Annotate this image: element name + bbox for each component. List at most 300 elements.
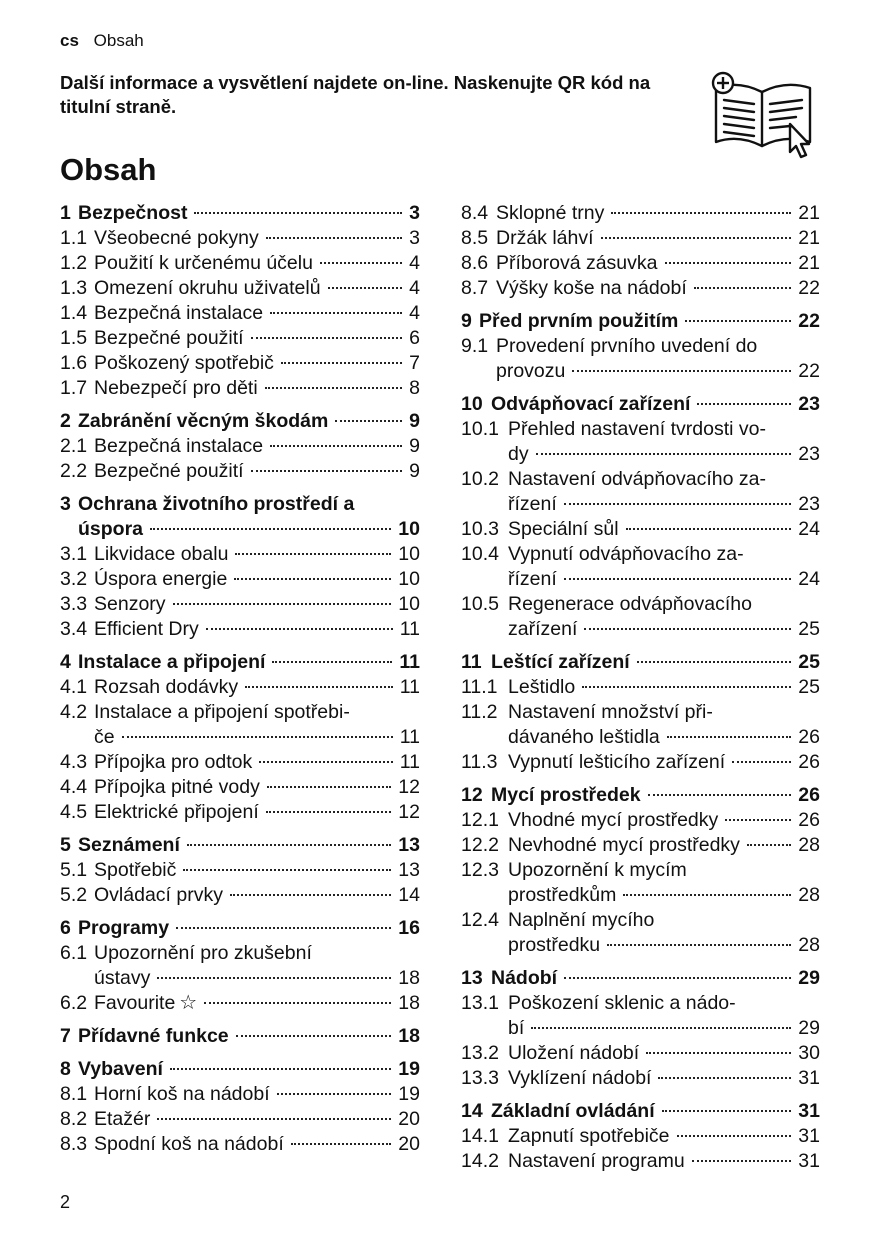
toc-item-number: 4.4 [60,776,88,798]
toc-item-number: 3.1 [60,543,88,565]
toc-right-column [461,201,820,1182]
dot-leader [667,736,792,738]
toc-item-label-cont: ústavy [94,967,151,989]
dot-leader [251,470,403,472]
toc-item [60,376,420,401]
dot-leader [694,287,792,289]
toc-item-label: Senzory [94,593,166,615]
toc-item-number: 4.1 [60,676,88,698]
toc-item-line2 [461,359,820,384]
toc-item-label: Elektrické připojení [94,801,259,823]
toc-section-block [461,1099,820,1174]
toc-section [461,309,820,334]
dot-leader [157,1118,391,1120]
toc-item-number: 8.3 [60,1133,88,1155]
dot-leader [265,387,402,389]
toc-section-number: 12 [461,784,483,806]
dot-leader [697,403,791,405]
toc-item [60,675,420,700]
toc-item-number: 8.7 [461,277,489,299]
toc-item-label: Přehled nastavení tvrdosti vo- [508,418,766,440]
dot-leader [662,1110,792,1112]
toc-item-line2 [60,725,420,750]
toc-item [461,808,820,833]
toc-item [60,617,420,642]
toc-item-number: 2.1 [60,435,88,457]
toc-section-label: Ochrana životního prostředí a [78,493,355,515]
toc-item-label: Nastavení množství při- [508,701,713,723]
toc-section-label: Před prvním použitím [479,310,679,332]
toc-item [461,201,820,226]
page-heading: Obsah [60,152,157,187]
toc-section-label: Základní ovládání [491,1100,655,1122]
toc-item-number: 8.2 [60,1108,88,1130]
toc-item-page: 31 [798,1125,820,1147]
page-header [60,31,144,51]
toc-section-block [60,1024,420,1049]
dot-leader [584,628,791,630]
toc-item-number: 1.2 [60,252,88,274]
toc-item-number: 4.3 [60,751,88,773]
toc-section-number: 13 [461,967,483,989]
toc-item-line1 [461,334,820,359]
toc-item-label: Favourite [94,992,176,1014]
toc-item-page: 8 [409,377,420,399]
toc-item-page: 28 [798,834,820,856]
dot-leader [536,453,792,455]
toc-item-page: 24 [798,518,820,540]
intro-text: Další informace a vysvětlení najdete on-line. Naskenujte QR kód na titulní straně. [60,72,651,117]
dot-leader [259,761,392,763]
toc-section-block [60,650,420,825]
toc-item [60,351,420,376]
toc-item-line2 [461,725,820,750]
toc-item-label: Bezpečná instalace [94,302,264,324]
dot-leader [564,503,792,505]
toc-item-page: 9 [409,460,420,482]
toc-item-page: 22 [798,360,820,382]
toc-item-number: 1.7 [60,377,88,399]
toc-item-number: 14.2 [461,1150,499,1172]
toc-item-page: 11 [399,676,420,698]
toc-item-label: Zapnutí spotřebiče [508,1125,670,1147]
toc-section-number: 7 [60,1025,71,1047]
toc-section [60,650,420,675]
toc-section-page: 23 [798,393,820,415]
toc-item-number: 5.2 [60,884,88,906]
toc-section-page: 3 [409,202,420,224]
toc-section-block [60,1057,420,1157]
toc-item-number: 12.3 [461,859,499,881]
dot-leader [732,761,791,763]
toc-item-number: 6.2 [60,992,88,1014]
dot-leader [291,1143,392,1145]
toc-item-label-cont: řízení [508,568,557,590]
toc-section-label: Vybavení [78,1058,163,1080]
dot-leader [607,944,791,946]
toc-item-label-cont: če [94,726,115,748]
toc-item [461,1149,820,1174]
toc-section-page: 31 [798,1100,820,1122]
toc-item-label: Vypnutí lešticího zařízení [508,751,726,773]
toc-item-label: Ovládací prvky [94,884,223,906]
toc-item [461,750,820,775]
toc-item-page: 29 [798,1017,820,1039]
toc-item [461,251,820,276]
toc-item-number: 10.1 [461,418,499,440]
toc-item-page: 4 [409,252,420,274]
toc-item-page: 21 [798,227,820,249]
toc-section [60,201,420,226]
dot-leader [531,1027,791,1029]
toc-section-number: 5 [60,834,71,856]
toc-section-block [60,201,420,401]
toc-section-label: Odvápňovací zařízení [491,393,691,415]
toc-section-page: 18 [398,1025,420,1047]
toc-section-page: 9 [409,410,420,432]
dot-leader [637,661,792,663]
dot-leader [648,794,792,796]
toc-section [60,1057,420,1082]
toc-section-block [60,492,420,642]
toc-item-page: 28 [798,934,820,956]
toc-section-block [461,392,820,642]
toc-section [461,1099,820,1124]
dot-leader [658,1077,791,1079]
toc-item-label: Úspora energie [94,568,228,590]
toc-item [60,326,420,351]
toc-item [60,775,420,800]
toc-item-number: 10.3 [461,518,499,540]
toc-item-number: 10.2 [461,468,499,490]
toc-item-number: 1.1 [60,227,88,249]
toc-item-label: Nevhodné mycí prostředky [508,834,740,856]
toc-item-page: 31 [798,1150,820,1172]
toc-item-page: 23 [798,493,820,515]
toc-item [60,542,420,567]
toc-item-page: 18 [398,967,420,989]
toc-section [60,833,420,858]
toc-item [60,1107,420,1132]
toc-left-column [60,201,420,1165]
toc-item-line1 [461,467,820,492]
toc-section-block [461,783,820,958]
toc-item [60,301,420,326]
toc-item-number: 1.5 [60,327,88,349]
toc-item-label: Sklopné trny [496,202,605,224]
toc-item-page: 12 [398,801,420,823]
toc-section [461,650,820,675]
toc-section-label: Seznámení [78,834,180,856]
toc-item-number: 5.1 [60,859,88,881]
toc-item [461,276,820,301]
toc-section-page: 19 [398,1058,420,1080]
toc-section-label: Instalace a připojení [78,651,266,673]
toc-item-line1 [60,700,420,725]
toc-item-number: 4.2 [60,701,88,723]
toc-section-page: 10 [398,518,420,540]
toc-item-label: Instalace a připojení spotřebi- [94,701,350,723]
toc-section-line2 [60,517,420,542]
toc-item-page: 10 [398,568,420,590]
toc-item-line1 [60,941,420,966]
toc-item-label: Leštidlo [508,676,576,698]
dot-leader [266,811,392,813]
toc-section-label: Zabránění věcným škodám [78,410,329,432]
toc-item-page: 20 [398,1108,420,1130]
toc-item-label: Přípojka pro odtok [94,751,253,773]
toc-item-line1 [461,858,820,883]
toc-item-page: 19 [398,1083,420,1105]
dot-leader [251,337,403,339]
toc-section-block [461,201,820,301]
header-title: Obsah [93,31,144,50]
toc-item-page: 20 [398,1133,420,1155]
toc-item-number: 3.2 [60,568,88,590]
dot-leader [611,212,791,214]
toc-item-page: 12 [398,776,420,798]
toc-item-line2 [461,617,820,642]
toc-section-block [461,309,820,384]
toc-item-label: Spotřebič [94,859,177,881]
toc-item-number: 8.6 [461,252,489,274]
toc-item-line1 [461,417,820,442]
toc-item-label: Vyklízení nádobí [508,1067,652,1089]
toc-item-label-cont: dy [508,443,529,465]
toc-section-label-cont: úspora [78,518,144,540]
dot-leader [626,528,792,530]
toc-item-line1 [461,542,820,567]
dot-leader [646,1052,791,1054]
toc-item-label: Držák láhví [496,227,594,249]
dot-leader [328,287,403,289]
toc-item-label: Vhodné mycí prostředky [508,809,719,831]
toc-item-page: 26 [798,726,820,748]
toc-item-number: 10.5 [461,593,499,615]
dot-leader [245,686,393,688]
toc-section-number: 11 [461,651,482,673]
toc-item-page: 18 [398,992,420,1014]
toc-section-page: 11 [399,651,420,673]
toc-item-number: 8.5 [461,227,489,249]
toc-section-label: Přídavné funkce [78,1025,229,1047]
toc-item-line1 [461,592,820,617]
toc-item-page: 31 [798,1067,820,1089]
toc-section [60,1024,420,1049]
toc-item-page: 10 [398,543,420,565]
toc-item-line2 [461,933,820,958]
toc-item-page: 21 [798,252,820,274]
dot-leader [582,686,791,688]
toc-item-label: Bezpečná instalace [94,435,264,457]
toc-item-label: Výšky koše na nádobí [496,277,687,299]
dot-leader [564,977,791,979]
toc-section-label: Nádobí [491,967,558,989]
toc-item-number: 8.4 [461,202,489,224]
toc-item-page: 26 [798,809,820,831]
toc-item-line1 [461,700,820,725]
dot-leader [150,528,391,530]
toc-item [461,833,820,858]
toc-item [60,567,420,592]
toc-section-page: 16 [398,917,420,939]
toc-item-label: Vypnutí odvápňovacího za- [508,543,744,565]
dot-leader [236,1035,392,1037]
toc-section-label: Leštící zařízení [491,651,630,673]
toc-item-label: Upozornění pro zkušební [94,942,312,964]
toc-section-number: 4 [60,651,71,673]
dot-leader [183,869,391,871]
toc-item-line1 [461,908,820,933]
toc-item-line1 [461,991,820,1016]
toc-section-label: Mycí prostředek [491,784,641,806]
toc-item [60,858,420,883]
dot-leader [170,1068,391,1070]
toc-item-number: 1.6 [60,352,88,374]
toc-item [60,226,420,251]
dot-leader [677,1135,792,1137]
toc-item [60,750,420,775]
toc-item-label: Regenerace odvápňovacího [508,593,752,615]
toc-item-page: 30 [798,1042,820,1064]
toc-item-label-cont: prostředku [508,934,601,956]
page-number: 2 [60,1192,71,1212]
toc-item-label: Efficient Dry [94,618,199,640]
toc-item-number: 12.2 [461,834,499,856]
dot-leader [747,844,791,846]
toc-section-number: 14 [461,1100,483,1122]
toc-item-page: 6 [409,327,420,349]
toc-item-page: 4 [409,302,420,324]
toc-item-number: 4.5 [60,801,88,823]
toc-item-page: 4 [409,277,420,299]
toc-item-line2 [461,492,820,517]
toc-section-block [60,409,420,484]
star-outline-icon: ☆ [179,992,198,1014]
toc-section-page: 26 [798,784,820,806]
toc-item-number: 1.4 [60,302,88,324]
toc-section-number: 8 [60,1058,71,1080]
dot-leader [176,927,391,929]
toc-item-label-cont: řízení [508,493,557,515]
dot-leader [230,894,391,896]
toc-item [60,991,420,1016]
online-manual-book-icon [710,70,816,160]
dot-leader [234,578,391,580]
toc-section-page: 25 [798,651,820,673]
dot-leader [623,894,791,896]
dot-leader [173,603,392,605]
dot-leader [320,262,402,264]
toc-section [461,392,820,417]
dot-leader [572,370,791,372]
toc-item-page: 11 [399,618,420,640]
toc-section [461,966,820,991]
toc-item-number: 11.1 [461,676,498,698]
toc-item-number: 1.3 [60,277,88,299]
toc-item-label: Uložení nádobí [508,1042,640,1064]
language-code: cs [60,31,79,50]
toc-item-label-cont: prostředkům [508,884,617,906]
toc-item-page: 21 [798,202,820,224]
toc-item-label: Bezpečné použití [94,327,244,349]
toc-item-label: Provedení prvního uvedení do [496,335,758,357]
toc-item-page: 25 [798,676,820,698]
toc-item [60,800,420,825]
toc-item-label: Omezení okruhu uživatelů [94,277,321,299]
toc-item [60,1082,420,1107]
toc-item-label: Přípojka pitné vody [94,776,260,798]
toc-item-label: Speciální sůl [508,518,619,540]
toc-item-number: 6.1 [60,942,88,964]
toc-item-number: 2.2 [60,460,88,482]
toc-item-number: 12.1 [461,809,499,831]
toc-item-line2 [60,966,420,991]
toc-item [461,226,820,251]
toc-section-block [461,966,820,1091]
toc-section [461,783,820,808]
toc-item [60,592,420,617]
toc-item-number: 3.4 [60,618,88,640]
toc-item-page: 22 [798,277,820,299]
toc-item-page: 25 [798,618,820,640]
dot-leader [235,553,391,555]
toc-section-number: 9 [461,310,472,332]
dot-leader [692,1160,792,1162]
toc-item [461,1066,820,1091]
toc-item-page: 14 [398,884,420,906]
dot-leader [122,736,393,738]
toc-item-label: Všeobecné pokyny [94,227,259,249]
toc-item [60,251,420,276]
dot-leader [272,661,392,663]
toc-item-label: Horní koš na nádobí [94,1083,270,1105]
toc-section-number: 6 [60,917,71,939]
dot-leader [194,212,402,214]
toc-item-number: 11.2 [461,701,498,723]
toc-item-number: 8.1 [60,1083,88,1105]
toc-item-line2 [461,1016,820,1041]
dot-leader [725,819,791,821]
dot-leader [281,362,402,364]
toc-item-label-cont: dávaného leštidla [508,726,660,748]
toc-item [461,1124,820,1149]
toc-section-number: 2 [60,410,71,432]
toc-item-page: 3 [409,227,420,249]
toc-section-block [461,650,820,775]
toc-section-page: 13 [398,834,420,856]
toc-item [60,1132,420,1157]
toc-item-page: 26 [798,751,820,773]
toc-section-label: Programy [78,917,170,939]
toc-section-number: 10 [461,393,483,415]
toc-item-label-cont: provozu [496,360,566,382]
toc-item-label: Spodní koš na nádobí [94,1133,284,1155]
toc-section-line1 [60,492,420,517]
toc-item-label-cont: bí [508,1017,525,1039]
toc-item-label: Poškození sklenic a nádo- [508,992,736,1014]
dot-leader [204,1002,391,1004]
toc-item-line2 [461,442,820,467]
toc-item-number: 10.4 [461,543,499,565]
toc-item-number: 3.3 [60,593,88,615]
toc-item-page: 10 [398,593,420,615]
toc-item-line2 [461,567,820,592]
toc-item [461,675,820,700]
toc-item-number: 13.3 [461,1067,499,1089]
toc-item-label: Poškozený spotřebič [94,352,274,374]
toc-item-label: Nastavení programu [508,1150,685,1172]
